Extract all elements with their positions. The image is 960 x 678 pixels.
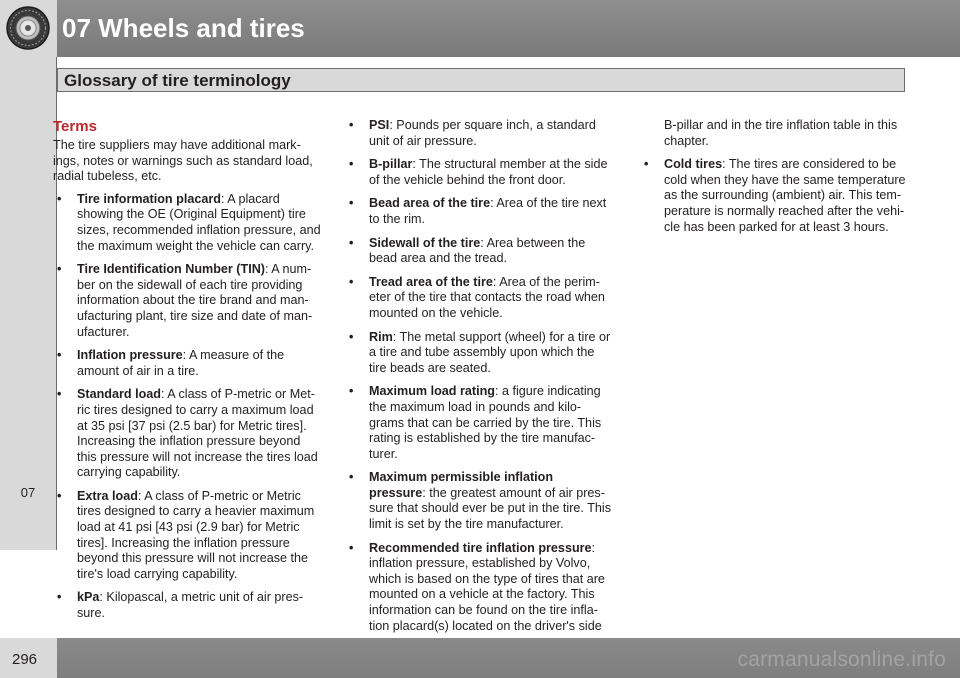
glossary-term: Tire Identification Number (TIN): [77, 262, 265, 277]
glossary-item: [345, 236, 613, 267]
bullet-icon: •: [57, 488, 62, 503]
glossary-term: Inflation pressure: [77, 348, 183, 363]
glossary-item: [53, 262, 321, 340]
bullet-icon: •: [349, 157, 354, 172]
glossary-item: [345, 275, 613, 322]
column-3: [640, 118, 908, 243]
page-footer: [0, 638, 960, 678]
glossary-definition: : inflation pressure, established by Volvo, which is based on the type of tires that are mounted on a vehicle at the factory. This information can be found on the tire infla-tion placard(s) located on the driver's side: [369, 540, 605, 633]
column-2: [345, 118, 613, 642]
glossary-definition: : a figure indicating the maximum load in pounds and kilo-grams that can be carried by the tire. This rating is established by the tire manufac-turer.: [369, 384, 602, 461]
chapter-title: 07 Wheels and tires: [62, 13, 305, 43]
glossary-item: [640, 157, 908, 235]
chapter-header: [0, 0, 960, 57]
glossary-item: [53, 192, 321, 254]
glossary-term: Recommended tire inflation pressure: [369, 540, 592, 555]
glossary-item: [53, 348, 321, 379]
section-bar: [57, 68, 905, 92]
continued-text: B-pillar and in the tire inflation table in this chapter.: [664, 118, 898, 148]
glossary-item: [53, 489, 321, 583]
glossary-term: kPa: [77, 590, 100, 605]
bullet-icon: •: [644, 157, 649, 172]
glossary-item: [53, 387, 321, 481]
bullet-icon: •: [57, 262, 62, 277]
glossary-list: [53, 192, 321, 622]
bullet-icon: •: [349, 384, 354, 399]
glossary-definition: : Pounds per square inch, a standard unit of air pressure.: [369, 118, 596, 148]
glossary-term: Tread area of the tire: [369, 274, 493, 289]
glossary-list: [640, 157, 908, 235]
bullet-icon: •: [349, 235, 354, 250]
terms-heading: Terms: [53, 118, 97, 135]
bullet-icon: •: [349, 118, 354, 132]
glossary-item: [53, 590, 321, 621]
bullet-icon: •: [57, 590, 62, 605]
glossary-item: [345, 118, 613, 149]
glossary-item: [345, 384, 613, 462]
bullet-icon: •: [349, 540, 354, 555]
glossary-definition: : The metal support (wheel) for a tire or a tire and tube assembly upon which the tire beads are seated.: [369, 329, 611, 375]
column-1: [53, 118, 321, 630]
glossary-term: Cold tires: [664, 157, 723, 172]
glossary-term: Maximum permissible inflation pressure: [369, 470, 554, 500]
bullet-icon: •: [349, 329, 354, 344]
watermark: carmanualsonline.info: [737, 648, 946, 671]
glossary-term: B-pillar: [369, 157, 413, 172]
glossary-item: [345, 330, 613, 377]
bullet-icon: •: [349, 196, 354, 211]
glossary-definition: : A num-ber on the sidewall of each tire providing information about the tire brand and man-ufacturing plant, tire size and date of man-ufacturer.: [77, 262, 313, 339]
glossary-term: Tire information placard: [77, 191, 221, 206]
glossary-definition: : A placard showing the OE (Original Equipment) tire sizes, recommended inflation pressure, and the maximum weight the vehicle can carry.: [77, 191, 321, 253]
bullet-icon: •: [57, 348, 62, 363]
glossary-definition: : Area between the bead area and the tread.: [369, 235, 586, 266]
glossary-term: PSI: [369, 118, 390, 132]
bullet-icon: •: [349, 274, 354, 289]
glossary-item: [345, 196, 613, 227]
glossary-definition: : A class of P-metric or Metric tires designed to carry a heavier maximum load at 41 psi [43 psi (2.9 bar) for Metric tires]. Increasing the inflation pressure beyond this pressure will not increase the tire's load carrying capability.: [77, 488, 315, 581]
chapter-tab-label: 07: [20, 485, 36, 500]
glossary-item: [345, 157, 613, 188]
glossary-definition: : the greatest amount of air pres-sure that should ever be put in the tire. This limit is set by the tire manufacturer.: [369, 485, 611, 532]
glossary-list: [345, 118, 613, 634]
glossary-item: [345, 470, 613, 532]
chapter-side-tab: [0, 57, 57, 550]
page-number-box: [0, 638, 57, 678]
page-number: 296: [12, 651, 38, 668]
glossary-term: Standard load: [77, 387, 161, 402]
bullet-icon: •: [57, 387, 62, 402]
glossary-definition: : A measure of the amount of air in a tire.: [77, 348, 285, 378]
glossary-definition: : Area of the perim-eter of the tire that contacts the road when mounted on the vehicle.: [369, 274, 605, 320]
glossary-item: [345, 541, 613, 635]
glossary-term: Bead area of the tire: [369, 196, 491, 211]
bullet-icon: •: [349, 470, 354, 485]
section-title: Glossary of tire terminology: [64, 71, 291, 90]
glossary-definition: : The structural member at the side of the vehicle behind the front door.: [369, 157, 608, 187]
bullet-icon: •: [57, 191, 62, 206]
tire-icon: [5, 5, 51, 51]
glossary-term: Rim: [369, 329, 393, 344]
chapter-badge: [0, 0, 57, 57]
glossary-definition: : Area of the tire next to the rim.: [369, 196, 607, 226]
glossary-term: Maximum load rating: [369, 384, 495, 399]
intro-paragraph: The tire suppliers may have additional mark-ings, notes or warnings such as standard load, radial tubeless, etc.: [53, 138, 313, 184]
glossary-definition: : Kilopascal, a metric unit of air pres-sure.: [77, 590, 304, 621]
glossary-definition: : The tires are considered to be cold when they have the same temperature as the surrounding (ambient) air. This tem-perature is normally reached after the vehi-cle has been parked for at least 3 hours.: [664, 157, 906, 234]
glossary-term: Extra load: [77, 488, 138, 503]
glossary-definition: : A class of P-metric or Met-ric tires designed to carry a maximum load at 35 psi [37 psi (2.5 bar) for Metric tires]. Increasing the inflation pressure beyond this pressure will not increase the tires load carrying capability.: [77, 387, 318, 480]
glossary-term: Sidewall of the tire: [369, 235, 481, 250]
